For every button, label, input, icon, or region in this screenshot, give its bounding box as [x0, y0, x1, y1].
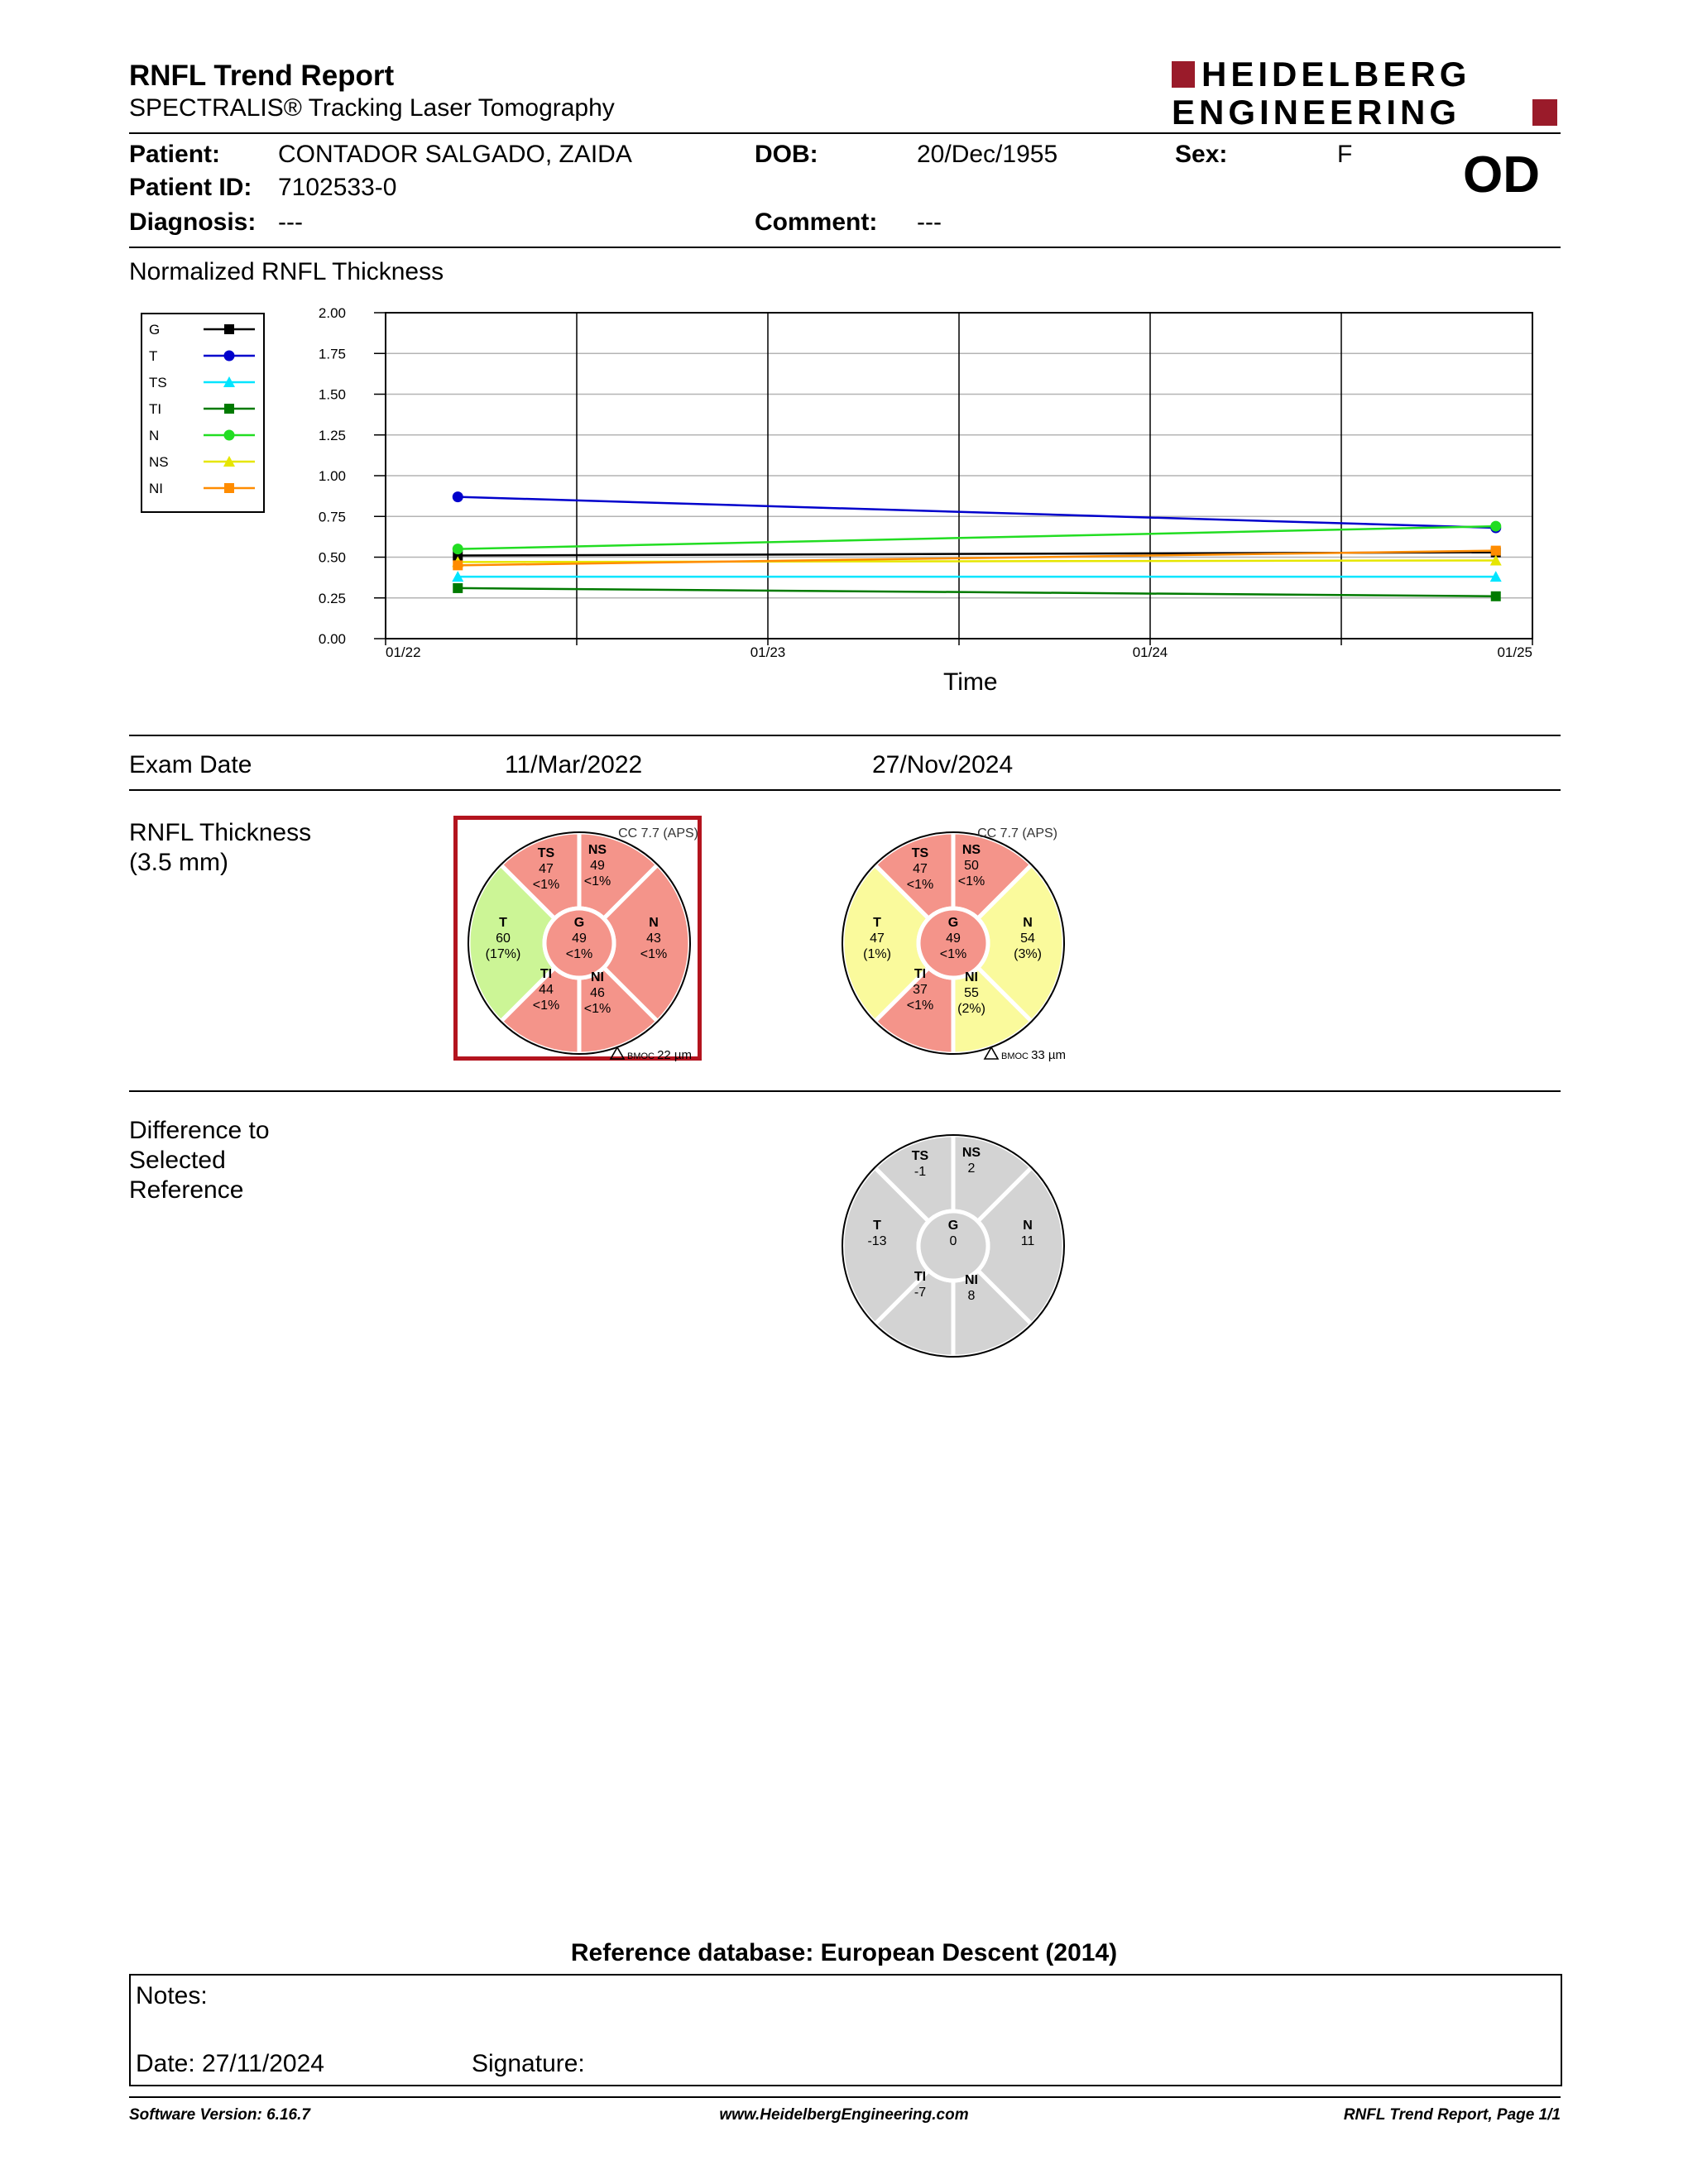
sector-value: 47 — [913, 862, 928, 876]
sector-name: NI — [591, 970, 604, 984]
sector-name: N — [1023, 916, 1033, 930]
eye-indicator: OD — [1463, 146, 1540, 204]
series-ti — [453, 583, 1500, 601]
sector-name: T — [873, 916, 881, 930]
patient-name: CONTADOR SALGADO, ZAIDA — [278, 141, 632, 168]
y-tick-label: 1.25 — [318, 427, 346, 443]
sector-value: 0 — [949, 1234, 957, 1248]
sector-value: 49 — [946, 932, 961, 946]
report-title: RNFL Trend Report — [129, 60, 395, 92]
legend-label: T — [149, 348, 158, 364]
difference-label-3: Reference — [129, 1176, 244, 1204]
legend-marker — [224, 351, 235, 362]
data-point — [1491, 592, 1501, 601]
sector-value: 47 — [539, 862, 554, 876]
legend-svg — [142, 314, 263, 511]
legend-item-t — [149, 348, 255, 364]
sector-name: NI — [965, 970, 978, 984]
notes-box[interactable] — [129, 1974, 1562, 2086]
sector-value: <1% — [532, 878, 560, 892]
legend-item-ti — [149, 401, 255, 417]
sector-value: 55 — [964, 986, 979, 1000]
legend-item-n — [149, 428, 255, 443]
sector-name: NI — [965, 1273, 978, 1287]
y-tick-label: 1.50 — [318, 386, 346, 403]
sector-value: 47 — [870, 932, 885, 946]
sector-value: <1% — [532, 999, 560, 1013]
bmo-label: BMOC 22 µm — [627, 1048, 693, 1062]
sector-value: 54 — [1020, 932, 1035, 946]
sector-name: NS — [587, 843, 607, 857]
sector-name: TI — [914, 967, 927, 981]
sex-value: F — [1337, 141, 1353, 168]
sector-value: (17%) — [485, 947, 521, 961]
sector-name: N — [649, 916, 659, 930]
series-ts — [452, 571, 1501, 582]
y-tick-label: 0.25 — [318, 590, 346, 606]
page-number: RNFL Trend Report, Page 1/1 — [1343, 2106, 1561, 2124]
sector-value: <1% — [957, 874, 985, 888]
sector-value: <1% — [565, 947, 593, 961]
sex-label: Sex: — [1175, 141, 1228, 168]
sector-value: <1% — [640, 947, 668, 961]
sector-name: TS — [911, 846, 929, 860]
sector-value: 37 — [913, 983, 928, 997]
y-tick-label: 0.00 — [318, 631, 346, 647]
sector-value: 8 — [967, 1289, 976, 1303]
x-tick-label: 01/24 — [1132, 644, 1168, 660]
sector-value: 46 — [590, 986, 605, 1000]
patient-id-value: 7102533-0 — [278, 174, 397, 201]
sector-value: <1% — [583, 1002, 611, 1016]
rnfl-thickness-diameter: (3.5 mm) — [129, 849, 228, 876]
notes-label: Notes: — [136, 1982, 208, 2009]
series-t — [453, 491, 1501, 533]
legend-item-ts — [149, 375, 255, 390]
sector-name: NS — [961, 1146, 981, 1160]
logo-line2: ENGINEERING — [1172, 93, 1461, 132]
sector-value: -1 — [914, 1165, 927, 1179]
sector-value: -13 — [867, 1234, 887, 1248]
legend-item-g — [149, 322, 255, 338]
exam-date-2: 27/Nov/2024 — [872, 751, 1014, 778]
series-line — [458, 497, 1495, 528]
patient-id-label: Patient ID: — [129, 174, 252, 201]
sector-value: (1%) — [863, 947, 891, 961]
legend-label: TS — [149, 375, 167, 390]
legend-marker — [224, 324, 234, 334]
date-label: Date: 27/11/2024 — [136, 2050, 324, 2077]
logo-line1: HEIDELBERG — [1201, 55, 1471, 93]
chart-x-axis-label: Time — [943, 668, 998, 696]
signature-label: Signature: — [472, 2050, 585, 2077]
comment-value: --- — [917, 208, 942, 236]
series-ni — [453, 546, 1500, 571]
sector-name: TS — [911, 1149, 929, 1163]
cc-label: CC 7.7 (APS) — [618, 826, 698, 841]
sector-name: T — [499, 916, 507, 930]
exam-date-label: Exam Date — [129, 751, 252, 778]
sector-name: T — [873, 1219, 881, 1233]
sector-value: 11 — [1020, 1234, 1035, 1248]
x-tick-label: 01/23 — [750, 644, 786, 660]
rnfl-circle-2024[interactable] — [827, 814, 1084, 1070]
bmo-label: BMOC 33 µm — [1001, 1048, 1067, 1062]
y-tick-label: 0.50 — [318, 549, 346, 566]
series-n — [453, 521, 1501, 555]
heidelberg-logo — [1172, 55, 1561, 134]
sector-value: 60 — [496, 932, 511, 946]
sector-value: <1% — [906, 878, 934, 892]
data-point — [1490, 521, 1501, 532]
sector-value: 49 — [572, 932, 587, 946]
y-tick-label: 1.75 — [318, 346, 346, 362]
difference-label-2: Selected — [129, 1147, 226, 1174]
diagnosis-label: Diagnosis: — [129, 208, 257, 236]
comment-label: Comment: — [755, 208, 878, 236]
patient-label: Patient: — [129, 141, 221, 168]
sector-value: 2 — [967, 1161, 976, 1176]
data-point — [1491, 546, 1501, 556]
diagnosis-value: --- — [278, 208, 303, 236]
series-ns — [452, 554, 1501, 567]
sector-name: N — [1023, 1219, 1033, 1233]
legend-marker — [224, 430, 235, 441]
exam-date-1: 11/Mar/2022 — [505, 751, 643, 778]
data-point — [453, 583, 463, 593]
sector-value: 49 — [590, 859, 605, 873]
dob-label: DOB: — [755, 141, 818, 168]
sector-name: NS — [961, 843, 981, 857]
chart-section-title: Normalized RNFL Thickness — [129, 258, 444, 285]
data-point — [453, 560, 463, 570]
sector-name: TS — [537, 846, 555, 860]
y-tick-label: 2.00 — [318, 305, 346, 321]
difference-circle — [827, 1130, 1084, 1362]
legend-marker — [224, 404, 234, 414]
difference-label-1: Difference to — [129, 1117, 270, 1144]
sector-value: 44 — [539, 983, 554, 997]
sector-name: G — [947, 1219, 959, 1233]
dob-value: 20/Dec/1955 — [917, 141, 1058, 168]
sector-value: 50 — [964, 859, 979, 873]
sector-value: (2%) — [957, 1002, 985, 1016]
legend-label: TI — [149, 401, 162, 417]
sector-value: <1% — [939, 947, 967, 961]
legend-item-ns — [149, 454, 255, 470]
x-tick-label: 01/22 — [386, 644, 421, 660]
x-tick-label: 01/25 — [1497, 644, 1532, 660]
rnfl-circle-2022[interactable] — [453, 814, 710, 1070]
legend-item-ni — [149, 481, 255, 496]
cc-label: CC 7.7 (APS) — [977, 826, 1057, 841]
sector-value: <1% — [583, 874, 611, 888]
sector-name: TI — [539, 967, 553, 981]
sector-name: TI — [914, 1270, 927, 1284]
website-link[interactable]: www.HeidelbergEngineering.com — [719, 2106, 969, 2124]
series-line — [458, 526, 1495, 549]
sector-value: 43 — [646, 932, 661, 946]
logo-square-icon — [1172, 61, 1195, 88]
rnfl-thickness-label: RNFL Thickness — [129, 819, 312, 846]
sector-value: <1% — [906, 999, 934, 1013]
y-tick-label: 0.75 — [318, 509, 346, 525]
legend-marker — [224, 483, 234, 493]
data-point — [453, 544, 463, 554]
trend-chart — [281, 298, 1572, 711]
software-version: Software Version: 6.16.7 — [129, 2106, 310, 2124]
sector-value: (3%) — [1014, 947, 1042, 961]
sector-name: G — [947, 916, 959, 930]
reference-database: Reference database: European Descent (2014) — [570, 1939, 1118, 1966]
legend-label: G — [149, 322, 161, 338]
series-line — [458, 551, 1495, 566]
chart-legend — [141, 313, 265, 513]
series-line — [458, 588, 1495, 596]
legend-label: N — [149, 428, 160, 443]
logo-square-icon — [1532, 99, 1557, 126]
report-subtitle: SPECTRALIS® Tracking Laser Tomography — [129, 94, 615, 122]
legend-label: NS — [149, 454, 169, 470]
sector-name: G — [573, 916, 585, 930]
sector-value: -7 — [914, 1286, 927, 1300]
y-tick-label: 1.00 — [318, 468, 346, 484]
legend-label: NI — [149, 481, 163, 496]
series-line — [458, 560, 1495, 562]
data-point — [453, 491, 463, 502]
